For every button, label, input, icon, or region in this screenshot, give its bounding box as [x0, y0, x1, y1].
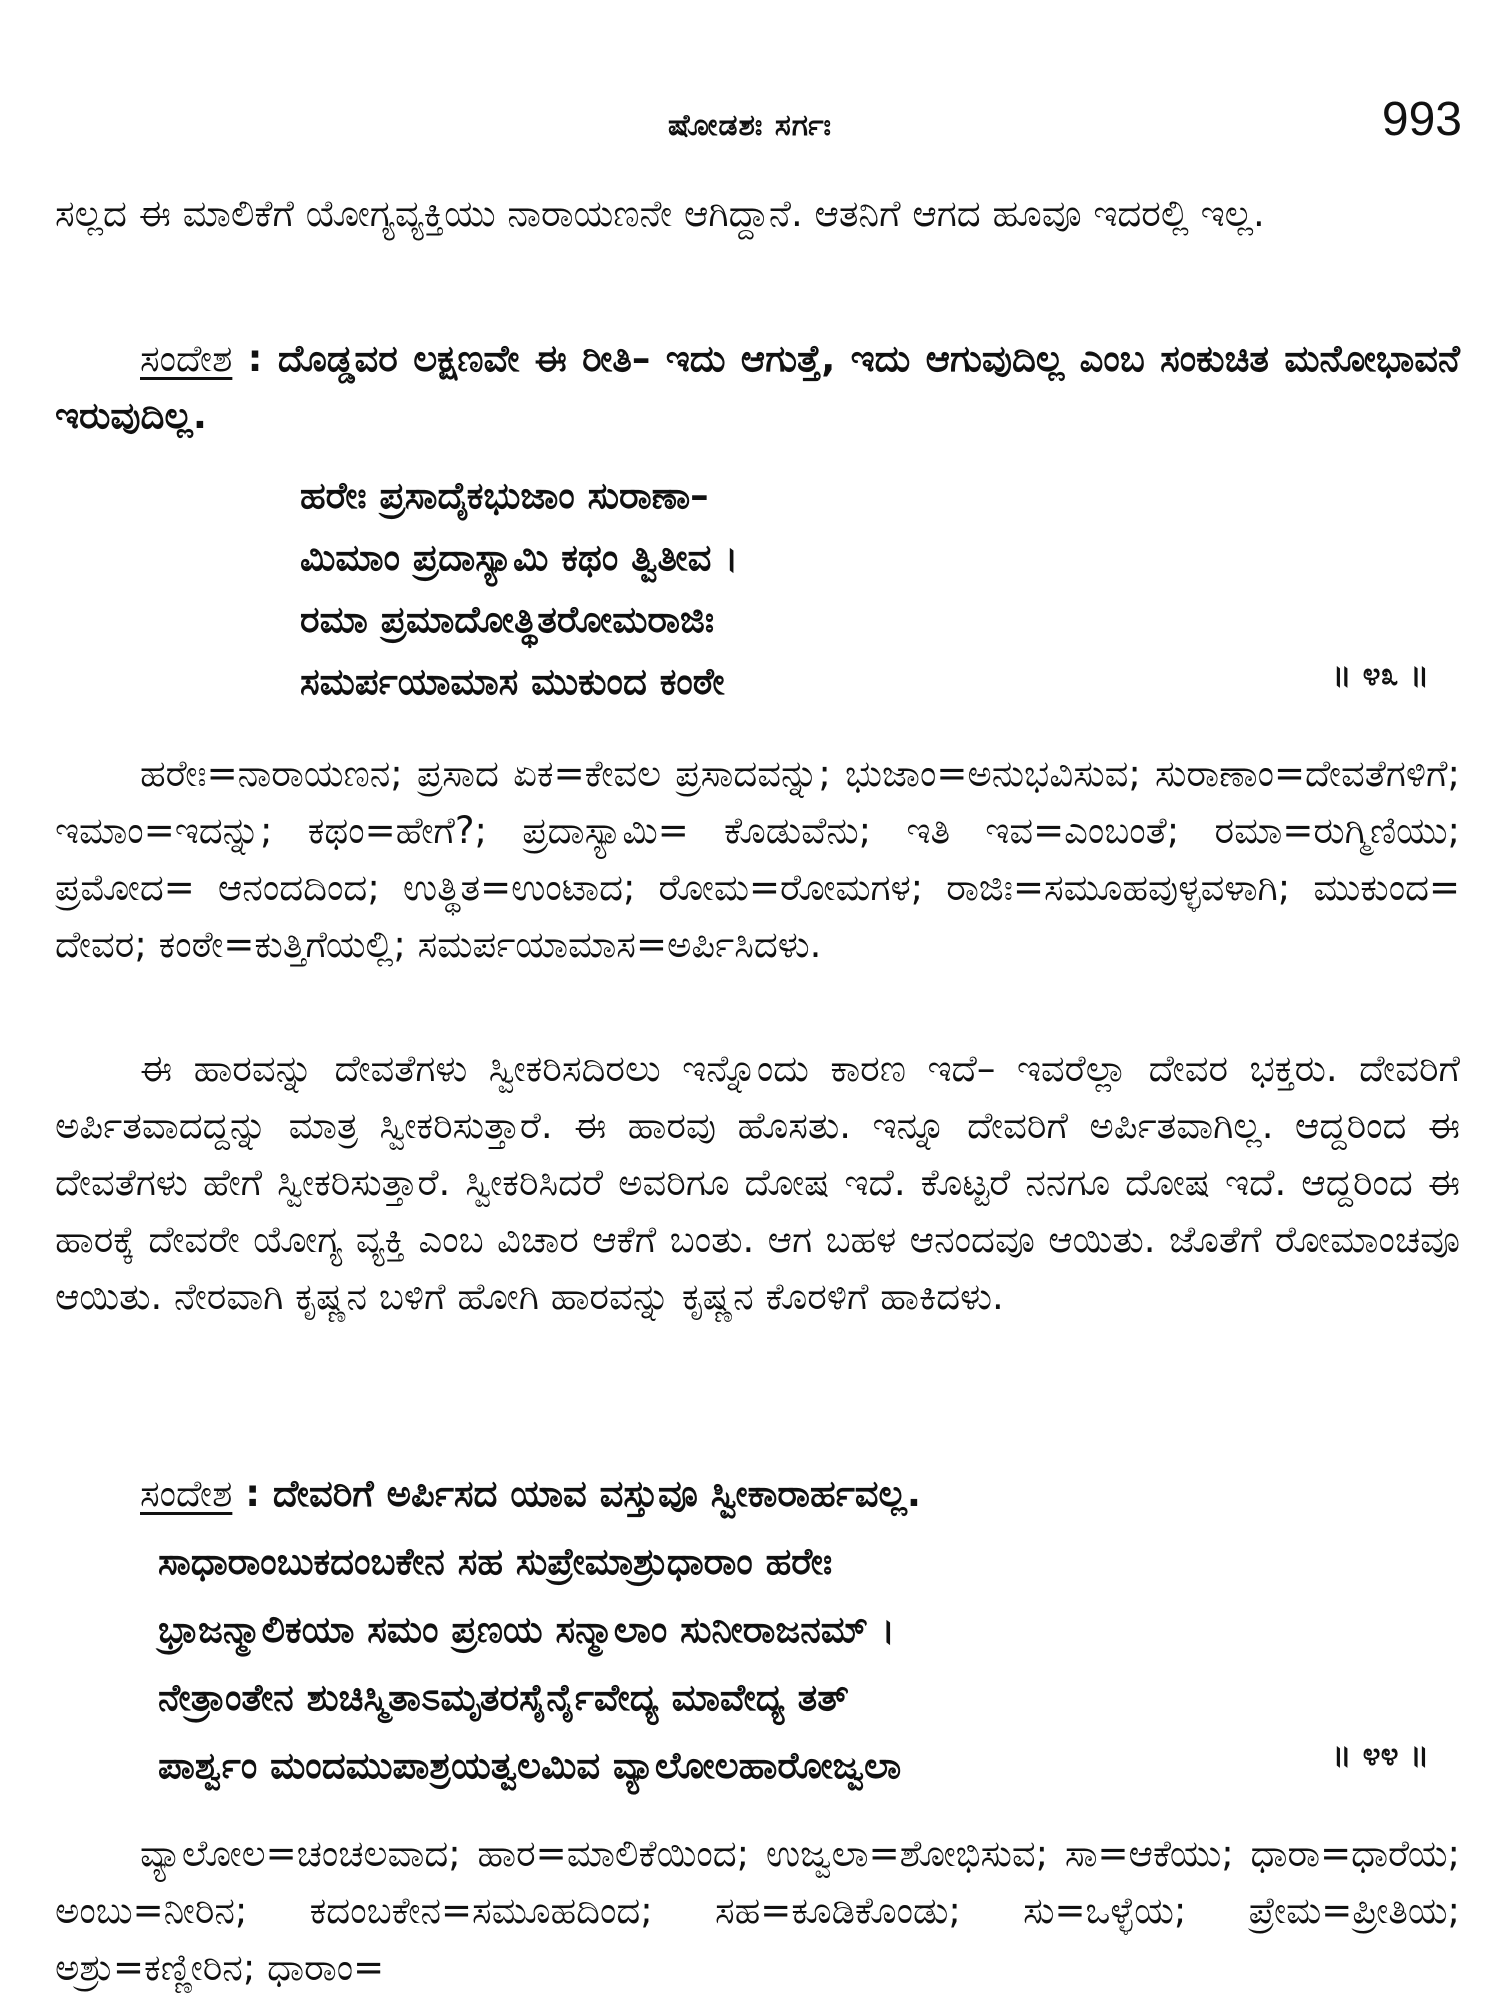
paragraph-intro: ಸಲ್ಲದ ಈ ಮಾಲಿಕೆಗೆ ಯೋಗ್ಯವ್ಯಕ್ತಿಯು ನಾರಾಯಣನೇ ಆಗಿದ್ದಾನೆ. ಆತನಿಗೆ ಆಗದ ಹೂವೂ ಇದರಲ್ಲಿ ಇಲ್ಲ. [55, 192, 1265, 235]
verse-line: ಮಿಮಾಂ ಪ್ರದಾಸ್ಯಾಮಿ ಕಥಂ ತ್ವಿತೀವ । [300, 536, 739, 579]
verse-line: ರಮಾ ಪ್ರಮಾದೋತ್ಥಿತರೋಮರಾಜಿಃ [300, 598, 715, 641]
sandesha-separator: : [232, 337, 278, 380]
verse-43 [300, 465, 738, 713]
gloss-text: ವ್ಯಾಲೋಲ=ಚಂಚಲವಾದ; ಹಾರ=ಮಾಲಿಕೆಯಿಂದ; ಉಜ್ವಲಾ=ಶೋಭಿಸುವ; ಸಾ=ಆಕೆಯು; ಧಾರಾ=ಧಾರೆಯ; ಅಂಬು=ನೀರಿನ; ಕದಂಬಕೇನ=ಸಮೂಹದಿಂದ; ಸಹ=ಕೂಡಿಕೊಂಡು; ಸು=ಒಳ್ಳೆಯ; ಪ್ರೇಮ=ಪ್ರೀತಿಯ; ಅಶ್ರು=ಕಣ್ಣೀರಿನ; ಧಾರಾಂ= [55, 1832, 1460, 1989]
sandesha-text: ದೇವರಿಗೆ ಅರ್ಪಿಸದ ಯಾವ ವಸ್ತುವೂ ಸ್ವೀಕಾರಾರ್ಹವಲ್ಲ. [272, 1472, 921, 1515]
sandesha-note-1 [55, 330, 1460, 444]
word-meaning-gloss-1 [55, 745, 1460, 973]
verse-number: ॥ ೪೪ ॥ [1332, 1735, 1430, 1773]
verse-line: ನೇತ್ರಾಂತೇನ ಶುಚಿಸ್ಮಿತಾಽಮೃತರಸೈರ್ನೈವೇದ್ಯ ಮಾವೇದ್ಯ ತತ್ [158, 1676, 849, 1719]
verse-line: ಸಾಧಾರಾಂಬುಕದಂಬಕೇನ ಸಹ ಸುಪ್ರೇಮಾಶ್ರುಧಾರಾಂ ಹರೇಃ [158, 1540, 833, 1583]
commentary-text: ಈ ಹಾರವನ್ನು ದೇವತೆಗಳು ಸ್ವೀಕರಿಸದಿರಲು ಇನ್ನೊಂದು ಕಾರಣ ಇದೆ– ಇವರೆಲ್ಲಾ ದೇವರ ಭಕ್ತರು. ದೇವರಿಗೆ ಅರ್ಪಿತವಾದದ್ದನ್ನು ಮಾತ್ರ ಸ್ವೀಕರಿಸುತ್ತಾರೆ. ಈ ಹಾರವು ಹೊಸತು. ಇನ್ನೂ ದೇವರಿಗೆ ಅರ್ಪಿತವಾಗಿಲ್ಲ. ಆದ್ದರಿಂದ ಈ ದೇವತೆಗಳು ಹೇಗೆ ಸ್ವೀಕರಿಸುತ್ತಾರೆ. ಸ್ವೀಕರಿಸಿದರೆ ಅವರಿಗೂ ದೋಷ ಇದೆ. ಕೊಟ್ಟರೆ ನನಗೂ ದೋಷ ಇದೆ. ಆದ್ದರಿಂದ ಈ ಹಾರಕ್ಕೆ ದೇವರೇ ಯೋಗ್ಯ ವ್ಯಕ್ತಿ ಎಂಬ ವಿಚಾರ ಆಕೆಗೆ ಬಂತು. ಆಗ ಬಹಳ ಆನಂದವೂ ಆಯಿತು. ಜೊತೆಗೆ ರೋಮಾಂಚವೂ ಆಯಿತು. ನೇರವಾಗಿ ಕೃಷ್ಣನ ಬಳಿಗೆ ಹೋಗಿ ಹಾರವನ್ನು ಕೃಷ್ಣನ ಕೊರಳಿಗೆ ಹಾಕಿದಳು. [55, 1047, 1460, 1318]
verse-line: ಸಮರ್ಪಯಾಮಾಸ ಮುಕುಂದ ಕಂಠೇ [300, 660, 725, 703]
verse-number: ॥ ೪೩ ॥ [1332, 655, 1430, 693]
sandesha-label: ಸಂದೇಶ [140, 337, 233, 380]
verse-line: ಹರೇಃ ಪ್ರಸಾದೈಕಭುಜಾಂ ಸುರಾಣಾ– [300, 474, 709, 517]
chapter-title: ಷೋಡಶಃ ಸರ್ಗಃ [667, 108, 832, 143]
commentary-paragraph [55, 1040, 1460, 1325]
word-meaning-gloss-2 [55, 1825, 1460, 1996]
verse-44 [158, 1528, 901, 1800]
sandesha-separator: : [232, 1472, 273, 1515]
verse-line: ಭ್ರಾಜನ್ಮಾಲಿಕಯಾ ಸಮಂ ಪ್ರಣಯ ಸನ್ಮಾಲಾಂ ಸುನೀರಾಜನಮ್ । [158, 1608, 895, 1651]
sandesha-label: ಸಂದೇಶ [140, 1472, 233, 1515]
sandesha-text: ದೊಡ್ಡವರ ಲಕ್ಷಣವೇ ಈ ರೀತಿ– ಇದು ಆಗುತ್ತೆ, ಇದು ಆಗುವುದಿಲ್ಲ ಎಂಬ ಸಂಕುಚಿತ ಮನೋಭಾವನೆ ಇರುವುದಿಲ್ಲ. [55, 337, 1461, 437]
page-number: 993 [1381, 93, 1462, 146]
gloss-text: ಹರೇಃ=ನಾರಾಯಣನ; ಪ್ರಸಾದ ಏಕ=ಕೇವಲ ಪ್ರಸಾದವನ್ನು; ಭುಜಾಂ=ಅನುಭವಿಸುವ; ಸುರಾಣಾಂ=ದೇವತೆಗಳಿಗೆ; ಇಮಾಂ=ಇದನ್ನು; ಕಥಂ=ಹೇಗೆ?; ಪ್ರದಾಸ್ಯಾಮಿ= ಕೊಡುವೆನು; ಇತಿ ಇವ=ಎಂಬಂತೆ; ರಮಾ=ರುಗ್ಮಿಣಿಯು; ಪ್ರಮೋದ= ಆನಂದದಿಂದ; ಉತ್ಥಿತ=ಉಂಟಾದ; ರೋಮ=ರೋಮಗಳ; ರಾಜಿಃ=ಸಮೂಹವುಳ್ಳವಳಾಗಿ; ಮುಕುಂದ= ದೇವರ; ಕಂಠೇ=ಕುತ್ತಿಗೆಯಲ್ಲಿ; ಸಮರ್ಪಯಾಮಾಸ=ಅರ್ಪಿಸಿದಳು. [55, 752, 1460, 966]
sandesha-note-2 [55, 1465, 1460, 1522]
verse-line: ಪಾರ್ಶ್ವಂ ಮಂದಮುಪಾಶ್ರಯತ್ವಲಮಿವ ವ್ಯಾಲೋಲಹಾರೋಜ್ವಲಾ [158, 1744, 902, 1787]
